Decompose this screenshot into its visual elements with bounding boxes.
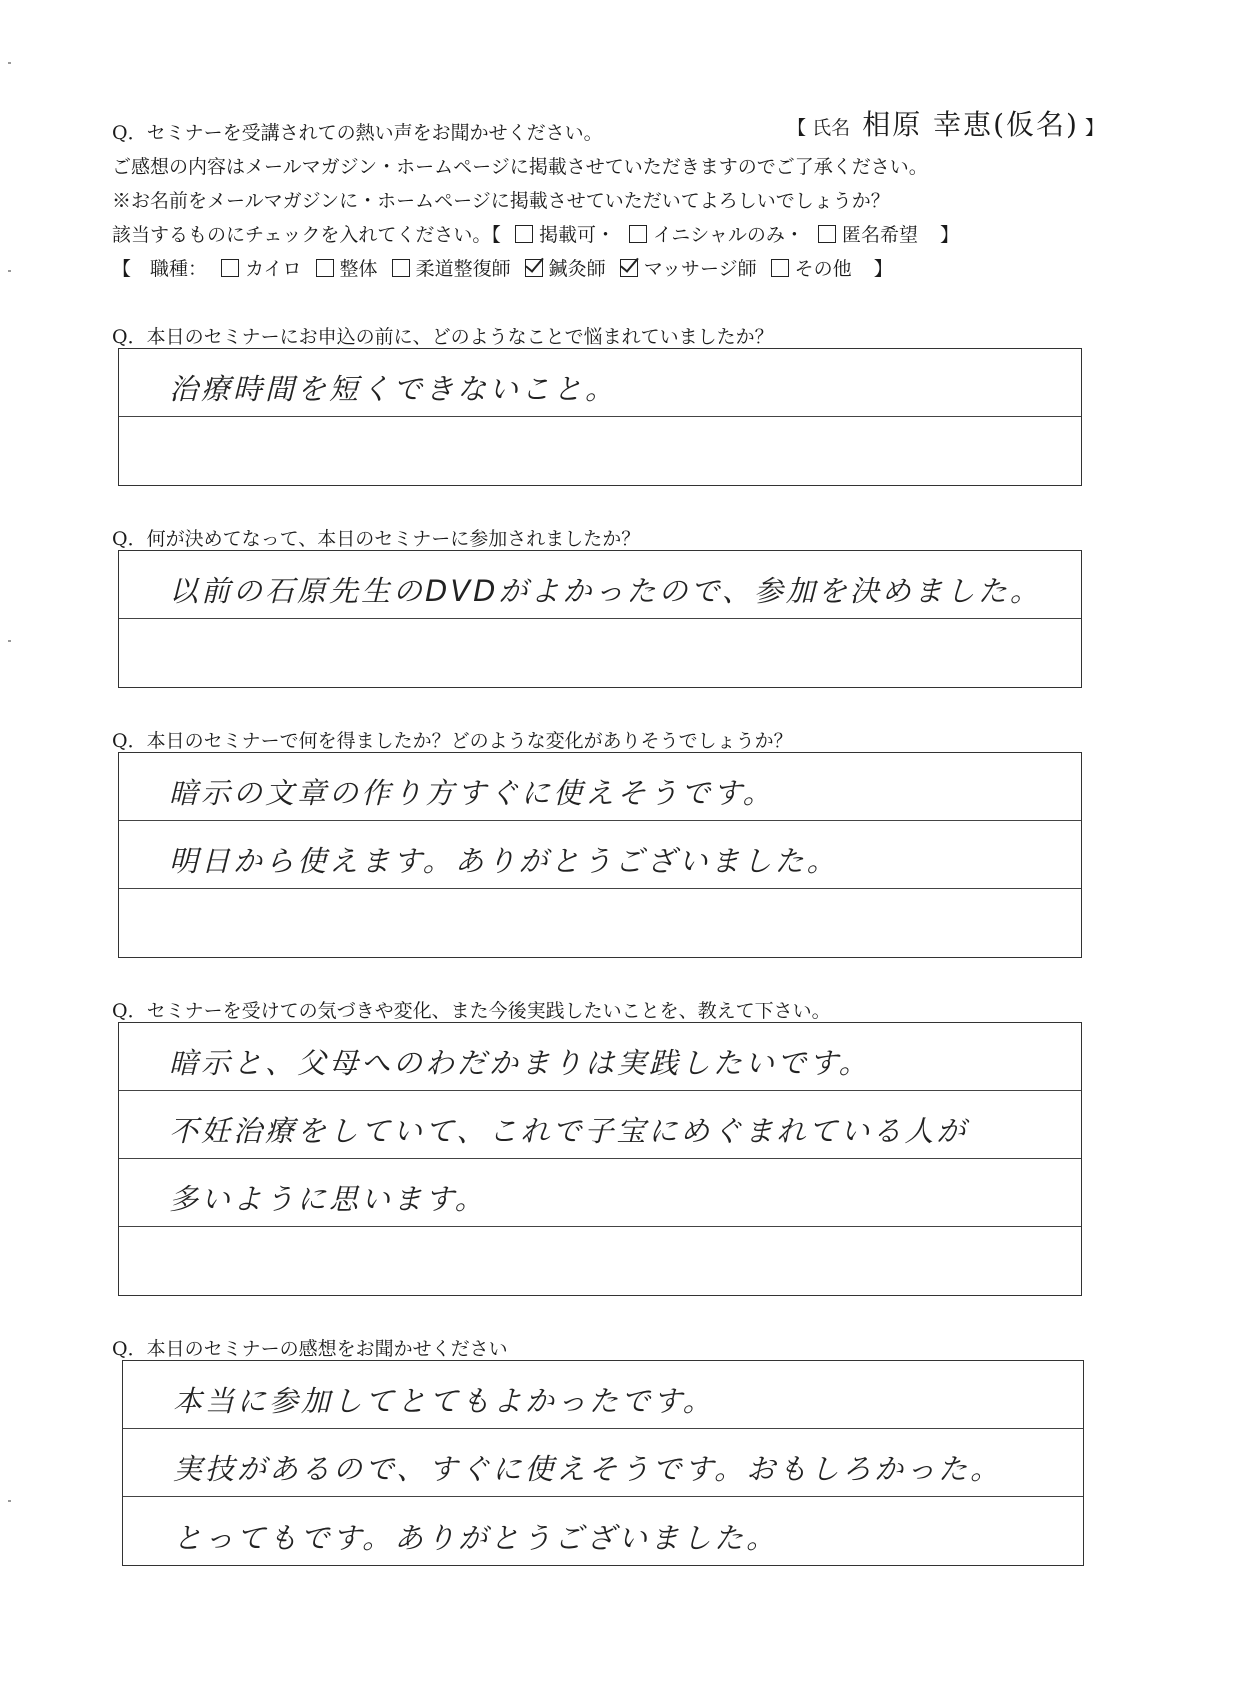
answer-box-4 <box>118 1022 1082 1296</box>
job-option-label: 柔道整復師 <box>415 258 511 280</box>
consent-suffix: 】 <box>940 224 960 246</box>
answer-box-5 <box>122 1360 1084 1566</box>
consent-option-label: イニシャルのみ・ <box>653 224 804 246</box>
answer-box-3 <box>118 752 1082 958</box>
handwritten-answer: 実技があるので、すぐに使えそうです。おもしろかった。 <box>173 1452 1003 1486</box>
handwritten-answer: 暗示と、父母へのわだかまりは実践したいです。 <box>169 1046 871 1080</box>
job-option-label: その他 <box>794 258 852 280</box>
name-bracket: 】 <box>1084 117 1104 139</box>
intro-question-text: Q．セミナーを受講されての熱い声をお聞かせください。 <box>112 122 603 144</box>
consent-checkbox-initials[interactable] <box>629 225 647 243</box>
form-header <box>112 108 1112 286</box>
answer-line <box>123 1497 1083 1565</box>
handwritten-answer: とってもです。ありがとうございました。 <box>173 1521 779 1555</box>
handwritten-answer: 本当に参加してとてもよかったです。 <box>173 1384 715 1418</box>
consent-option-label: 掲載可・ <box>538 224 615 246</box>
scan-mark <box>8 640 11 642</box>
handwritten-answer: 不妊治療をしていて、これで子宝にめぐまれている人が <box>169 1114 969 1148</box>
answer-line <box>119 1227 1081 1295</box>
answer-box-2 <box>118 550 1082 688</box>
name-label: 【 氏名 <box>787 117 851 139</box>
question-2: Q．何が決めてなって、本日のセミナーに参加されましたか？ <box>112 528 641 550</box>
job-checkbox-acupuncture[interactable] <box>525 259 543 277</box>
answer-line <box>123 1429 1083 1497</box>
job-prefix: 【 職種： <box>112 258 208 280</box>
answer-line <box>123 1361 1083 1429</box>
answer-line <box>119 1091 1081 1159</box>
answer-line <box>119 1023 1081 1091</box>
scan-mark <box>8 1500 11 1502</box>
answer-line <box>119 1159 1081 1227</box>
answer-line <box>119 889 1081 957</box>
job-checkbox-judo[interactable] <box>392 259 410 277</box>
publish-notice-text: ご感想の内容はメールマガジン・ホームページに掲載させていただきますのでご了承ください。 <box>112 156 928 178</box>
question-5: Q．本日のセミナーの感想をお聞かせください <box>112 1338 508 1360</box>
consent-options <box>112 218 1112 252</box>
publish-notice <box>112 150 1112 184</box>
job-suffix: 】 <box>873 258 893 280</box>
answer-line <box>119 551 1081 619</box>
question-4: Q．セミナーを受けての気づきや変化、また今後実践したいことを、教えて下さい。 <box>112 1000 831 1022</box>
handwritten-answer: 以前の石原先生のDVDがよかったので、参加を決めました。 <box>169 574 1042 608</box>
answer-line <box>119 753 1081 821</box>
name-value: 相原 幸恵(仮名) <box>862 108 1079 141</box>
job-checkbox-massage[interactable] <box>620 259 638 277</box>
scan-mark <box>8 270 11 272</box>
job-option-label: 鍼灸師 <box>548 258 606 280</box>
job-option-label: マッサージ師 <box>643 258 757 280</box>
answer-line <box>119 349 1081 417</box>
handwritten-answer: 治療時間を短くできないこと。 <box>169 372 618 406</box>
answer-line <box>119 417 1081 485</box>
job-checkbox-chiro[interactable] <box>221 259 239 277</box>
consent-prefix: 該当するものにチェックを入れてください。【 <box>112 224 501 246</box>
job-option-label: カイロ <box>245 258 302 280</box>
answer-box-1 <box>118 348 1082 486</box>
job-option-label: 整体 <box>339 258 378 280</box>
scan-mark <box>8 62 11 64</box>
consent-checkbox-anonymous[interactable] <box>818 225 836 243</box>
name-permission-text: ※お名前をメールマガジンに・ホームページに掲載させていただいてよろしいでしょうか？ <box>112 190 890 212</box>
answer-line <box>119 619 1081 687</box>
name-permission-question <box>112 184 1112 218</box>
consent-option-label: 匿名希望 <box>841 224 918 246</box>
handwritten-answer: 明日から使えます。ありがとうございました。 <box>169 844 839 878</box>
consent-checkbox-publish[interactable] <box>515 225 533 243</box>
name-field <box>787 108 1104 145</box>
question-1: Q．本日のセミナーにお申込の前に、どのようなことで悩まれていましたか？ <box>112 326 774 348</box>
handwritten-answer: 多いように思います。 <box>169 1182 487 1216</box>
question-3: Q．本日のセミナーで何を得ましたか？どのような変化がありそうでしょうか？ <box>112 730 793 752</box>
handwritten-answer: 暗示の文章の作り方すぐに使えそうです。 <box>169 776 775 810</box>
job-checkbox-other[interactable] <box>771 259 789 277</box>
job-type-options <box>112 252 1112 286</box>
job-checkbox-seitai[interactable] <box>316 259 334 277</box>
answer-line <box>119 821 1081 889</box>
